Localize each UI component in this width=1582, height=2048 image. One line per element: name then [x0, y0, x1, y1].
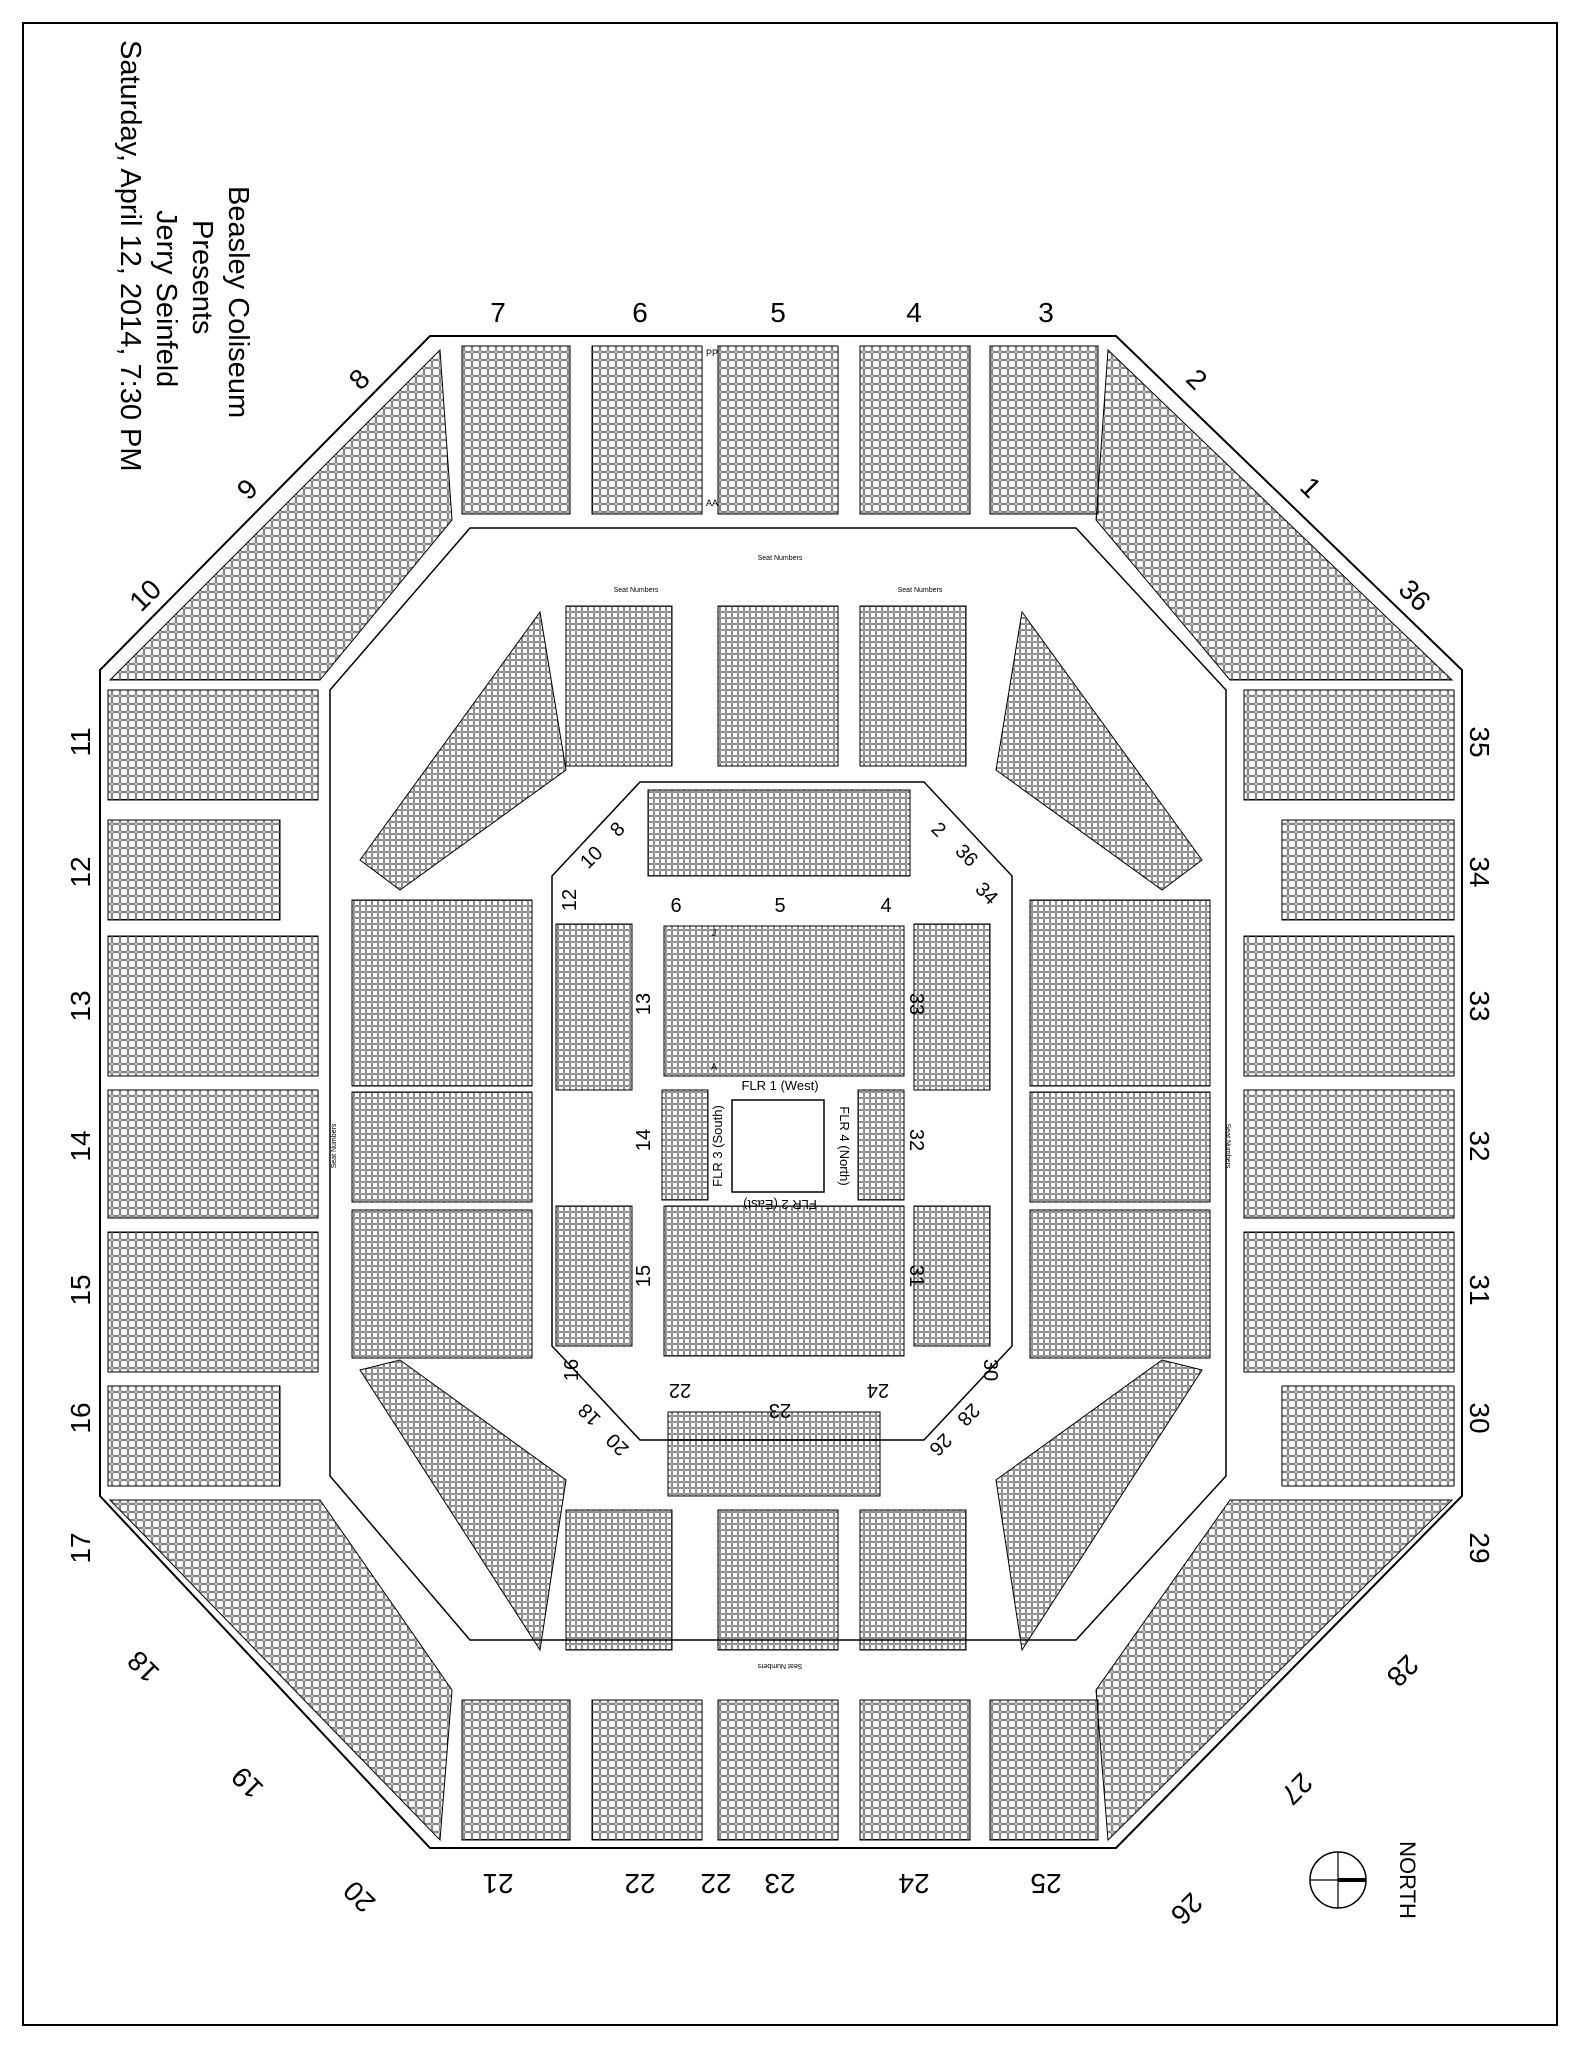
section-label-22a: 22: [624, 1868, 656, 1899]
section-label-12: 12: [65, 856, 96, 888]
lower-block-south-left: [566, 1510, 672, 1650]
inner-label-30: 30: [979, 1358, 1001, 1382]
inner-label-24: 24: [866, 1379, 890, 1401]
section-label-25: 25: [1030, 1868, 1062, 1899]
inner-block-23: [668, 1412, 880, 1496]
lower-block-west-2: [352, 1092, 532, 1202]
section-block-5: [718, 346, 838, 514]
section-block-12: [108, 820, 280, 920]
section-block-3: [990, 346, 1098, 514]
section-block-23: [718, 1700, 838, 1840]
section-block-34: [1282, 820, 1454, 920]
lower-block-north-mid: [718, 606, 838, 766]
seat-numbers-north-right: Seat Numbers: [897, 587, 943, 594]
section-label-10: 10: [123, 573, 168, 618]
section-block-7: [462, 346, 570, 514]
venue-name: Beasley Coliseum: [222, 186, 254, 419]
section-label-14: 14: [65, 1130, 96, 1162]
section-label-6: 6: [632, 297, 648, 328]
section-label-22b: 22: [700, 1868, 732, 1899]
inner-label-12: 12: [559, 888, 581, 912]
inner-label-23: 23: [768, 1399, 792, 1421]
floor-section-2: [664, 1206, 904, 1356]
section-label-32: 32: [1464, 1130, 1495, 1162]
inner-label-16: 16: [561, 1358, 583, 1382]
section-label-1: 1: [1294, 470, 1328, 504]
inner-label-26: 26: [924, 1428, 956, 1460]
section-label-26: 26: [1164, 1886, 1209, 1931]
inner-label-22: 22: [668, 1379, 692, 1401]
section-label-17: 17: [65, 1532, 96, 1564]
inner-label-28: 28: [952, 1398, 984, 1430]
seat-numbers-south: Seat Numbers: [757, 1662, 803, 1669]
seat-numbers-east: Seat Numbers: [1224, 1123, 1231, 1169]
section-label-16: 16: [65, 1402, 96, 1434]
floor-label-4: FLR 4 (North): [837, 1106, 852, 1186]
section-label-18: 18: [121, 1644, 166, 1689]
section-label-7: 7: [490, 297, 506, 328]
section-block-35: [1244, 690, 1454, 800]
inner-label-6: 6: [670, 895, 682, 917]
inner-label-33: 33: [905, 992, 927, 1016]
section-block-14: [108, 1090, 318, 1218]
section-label-9: 9: [230, 472, 264, 506]
section-label-2: 2: [1180, 362, 1214, 396]
section-block-6: [592, 346, 702, 514]
section-label-28: 28: [1380, 1648, 1425, 1693]
inner-label-14: 14: [633, 1128, 655, 1152]
section-label-36: 36: [1392, 573, 1437, 618]
section-block-25: [990, 1700, 1098, 1840]
section-label-21: 21: [482, 1868, 514, 1899]
presents-label: Presents: [186, 220, 218, 335]
section-label-29: 29: [1464, 1532, 1495, 1564]
section-block-16: [108, 1386, 280, 1486]
lower-block-south-right: [860, 1510, 966, 1650]
floor-label-1: FLR 1 (West): [741, 1078, 819, 1093]
section-label-23: 23: [764, 1868, 796, 1899]
section-block-31: [1244, 1232, 1454, 1372]
section-label-3: 3: [1038, 297, 1054, 328]
section-label-19: 19: [225, 1760, 270, 1805]
row-label: J: [711, 928, 717, 938]
section-label-34: 34: [1464, 856, 1495, 888]
section-block-33: [1244, 936, 1454, 1076]
section-block-22: [592, 1700, 702, 1840]
inner-block-west-2: [556, 1206, 632, 1346]
floor-label-3: FLR 3 (South): [710, 1105, 725, 1187]
lower-block-west-3: [352, 1210, 532, 1358]
section-label-24: 24: [898, 1868, 930, 1899]
lower-block-south-mid: [718, 1510, 838, 1650]
inner-label-34: 34: [970, 878, 1002, 910]
section-block-30: [1282, 1386, 1454, 1486]
inner-block-6-5-4: [648, 790, 910, 876]
lower-block-east-3: [1030, 1210, 1210, 1358]
inner-label-4: 4: [880, 895, 892, 917]
lower-wedge-ne: [996, 612, 1202, 890]
section-label-33: 33: [1464, 990, 1495, 1022]
seat-numbers-north-left: Seat Numbers: [613, 587, 659, 594]
row-label: PP: [705, 348, 719, 358]
section-label-4: 4: [906, 297, 922, 328]
inner-label-8: 8: [606, 818, 630, 842]
stage: [732, 1100, 824, 1192]
floor-section-4: [858, 1090, 904, 1200]
section-label-30: 30: [1464, 1402, 1495, 1434]
inner-label-10: 10: [576, 842, 608, 874]
inner-label-20: 20: [602, 1428, 634, 1460]
section-label-11: 11: [65, 727, 96, 757]
floor-label-2: FLR 2 (East): [743, 1197, 817, 1212]
inner-block-west: [556, 924, 632, 1090]
event-datetime: Saturday, April 12, 2014, 7:30 PM: [114, 40, 146, 472]
floor-section-3: [662, 1090, 708, 1200]
section-block-21: [462, 1700, 570, 1840]
section-label-13: 13: [65, 990, 96, 1022]
inner-label-32: 32: [905, 1128, 927, 1152]
seat-numbers-west: Seat Numbers: [331, 1123, 338, 1169]
lower-block-north-right: [860, 606, 966, 766]
compass: [1310, 1841, 1420, 1919]
section-block-32: [1244, 1090, 1454, 1218]
lower-block-east-2: [1030, 1092, 1210, 1202]
inner-label-2: 2: [926, 818, 950, 842]
row-label: A: [710, 1062, 718, 1072]
compass-north-label: NORTH: [1395, 1841, 1420, 1919]
inner-label-31: 31: [905, 1264, 927, 1288]
inner-label-13: 13: [633, 992, 655, 1016]
section-label-15: 15: [65, 1274, 96, 1306]
section-label-27: 27: [1274, 1766, 1319, 1811]
lower-wedge-nw: [360, 612, 566, 890]
section-label-20: 20: [337, 1874, 382, 1919]
inner-label-5: 5: [774, 895, 786, 917]
lower-block-north-left: [566, 606, 672, 766]
section-block-24: [860, 1700, 970, 1840]
lower-block-east-1: [1030, 900, 1210, 1086]
section-label-5: 5: [770, 297, 786, 328]
section-label-8: 8: [342, 362, 376, 396]
section-block-11: [108, 690, 318, 800]
lower-block-west-1: [352, 900, 532, 1086]
section-label-31: 31: [1464, 1274, 1495, 1306]
section-block-8-9-10: [110, 350, 452, 680]
section-block-4: [860, 346, 970, 514]
row-label: AA: [705, 498, 719, 508]
inner-label-15: 15: [633, 1264, 655, 1288]
inner-label-18: 18: [574, 1398, 606, 1430]
seat-numbers-north: Seat Numbers: [757, 555, 803, 562]
inner-label-36: 36: [950, 840, 982, 872]
section-block-15: [108, 1232, 318, 1372]
floor-section-1: [664, 926, 904, 1076]
section-block-13: [108, 936, 318, 1076]
performer-name: Jerry Seinfeld: [150, 210, 182, 388]
section-block-1-2-36: [1096, 350, 1452, 680]
section-label-35: 35: [1464, 726, 1495, 758]
